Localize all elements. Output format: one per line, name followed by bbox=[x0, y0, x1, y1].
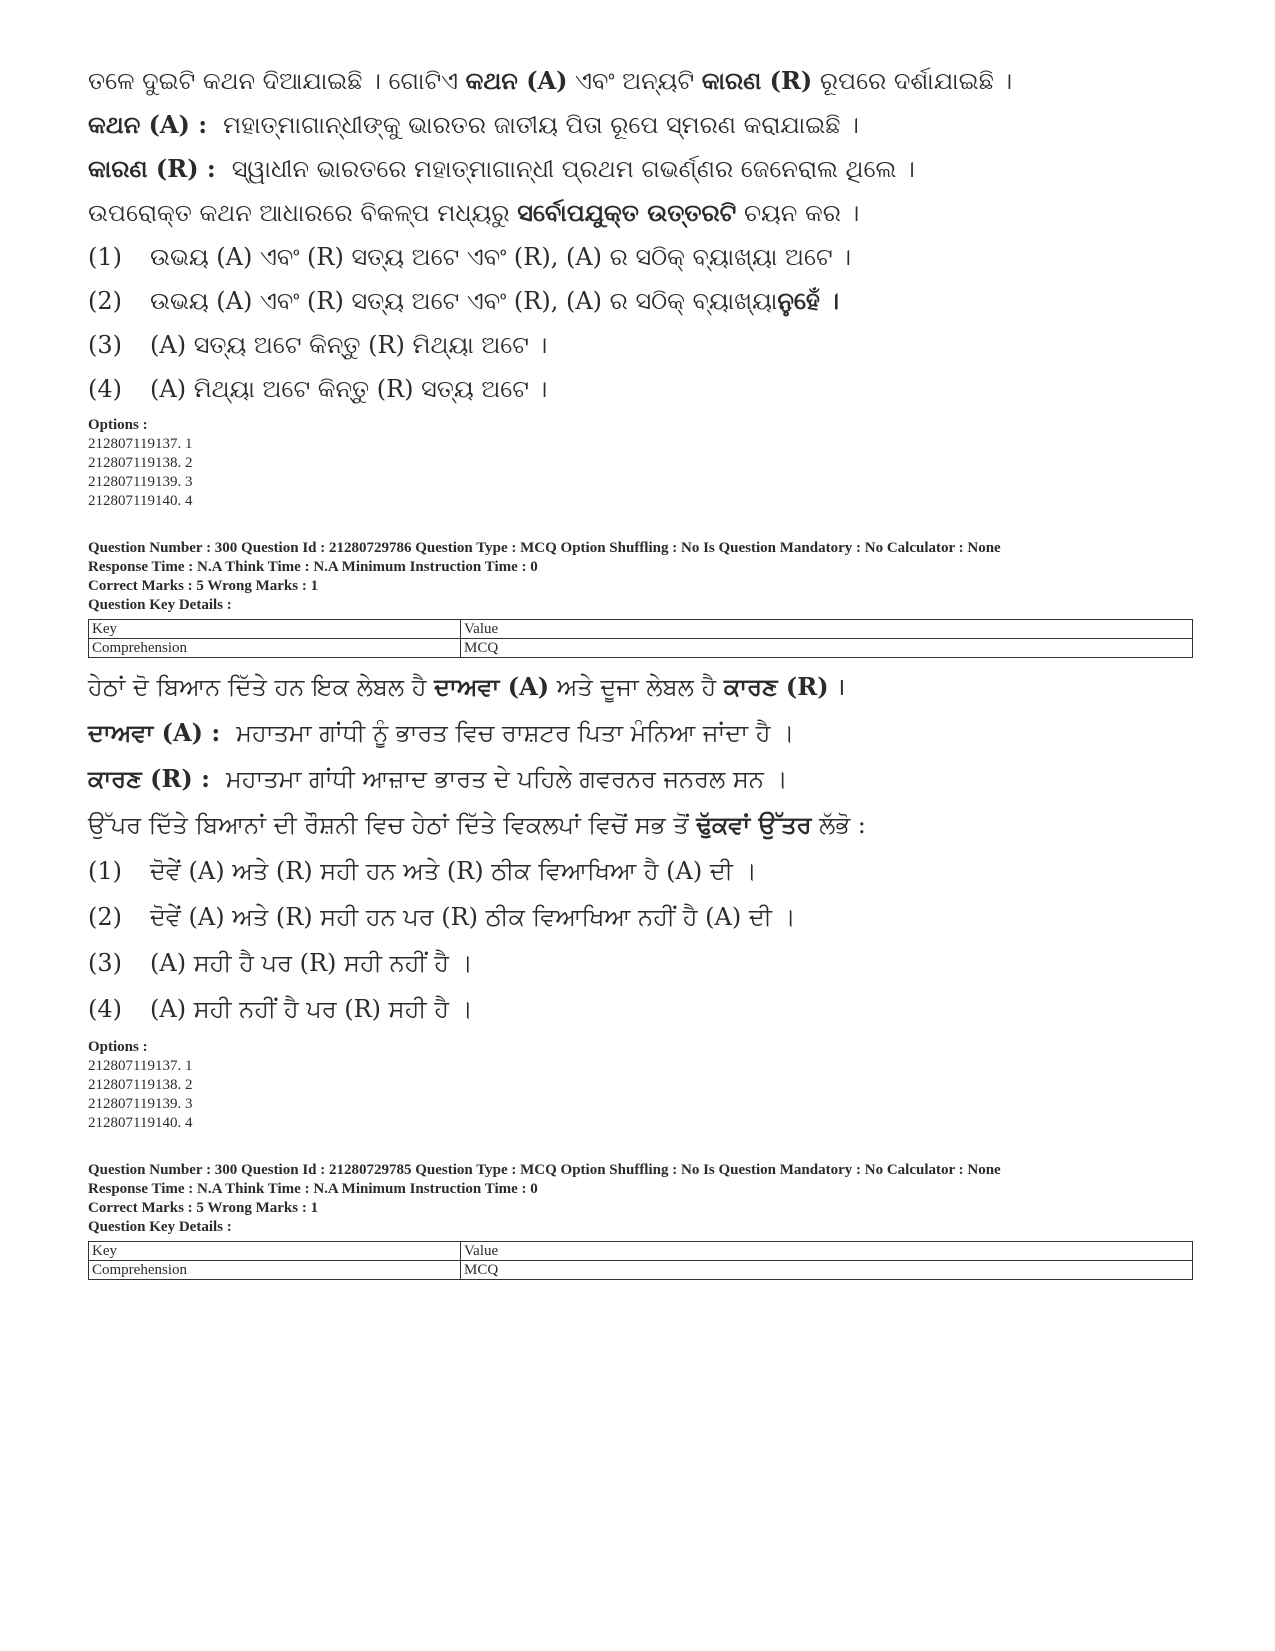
answer-option-3 bbox=[88, 328, 1193, 362]
question-punjabi bbox=[88, 670, 1193, 1026]
options-label: Options : bbox=[88, 417, 148, 433]
assertion-line bbox=[88, 108, 1193, 142]
intro-assertion-term: କଥନ (A) bbox=[465, 66, 568, 95]
option-emphasis: ନୁହେଁ । bbox=[777, 286, 840, 315]
option-text: (A) ਸਹੀ ਹੈ ਪਰ (R) ਸਹੀ ਨਹੀਂ ਹੈ । bbox=[150, 949, 473, 977]
option-text: ਦੋਵੇਂ (A) ਅਤੇ (R) ਸਹੀ ਹਨ ਅਤੇ (R) ਠੀਕ ਵਿਆਖਿਆ ਹੈ (A) ਦੀ । bbox=[150, 857, 757, 885]
option-number: (4) bbox=[88, 995, 122, 1023]
instruction-emphasis: ସର୍ବୋପଯୁକ୍ତ ଉତ୍ତରଟି bbox=[517, 198, 737, 227]
option-id: 212807119138. 2 bbox=[88, 455, 193, 471]
question-meta-line: Response Time : N.A Think Time : N.A Minimum Instruction Time : 0 bbox=[88, 1181, 538, 1197]
option-id: 212807119139. 3 bbox=[88, 1096, 193, 1112]
instruction-text: ଉପରୋକ୍ତ କଥନ ଆଧାରରେ ବିକଳ୍ପ ମଧ୍ୟରୁ bbox=[88, 199, 518, 227]
option-id: 212807119140. 4 bbox=[88, 493, 193, 509]
table-row bbox=[89, 620, 1193, 639]
table-cell-value: MCQ bbox=[461, 639, 1193, 658]
option-number: (4) bbox=[88, 375, 122, 403]
intro-text: ਅਤੇ ਦੂਜਾ ਲੇਬਲ ਹੈ bbox=[549, 673, 724, 701]
answer-option-4 bbox=[88, 372, 1193, 406]
reason-text: ਮਹਾਤਮਾ ਗਾਂਧੀ ਆਜ਼ਾਦ ਭਾਰਤ ਦੇ ਪਹਿਲੇ ਗਵਰਨਰ ਜਨਰਲ ਸਨ । bbox=[225, 765, 788, 793]
table-header-value: Value bbox=[461, 1242, 1193, 1261]
option-number: (2) bbox=[88, 287, 122, 315]
answer-option-1 bbox=[88, 240, 1193, 274]
assertion-line bbox=[88, 716, 1193, 750]
instruction-emphasis: ਢੁੱਕਵਾਂ ਉੱਤਰ bbox=[696, 810, 812, 839]
intro-text: ତଳେ ଦୁଇଟି କଥନ ଦିଆଯାଇଛି । ଗୋଟିଏ bbox=[88, 67, 466, 95]
assertion-label: କଥନ (A) : bbox=[88, 110, 208, 139]
assertion-label: ਦਾਅਵਾ (A) : bbox=[88, 718, 221, 747]
intro-reason-term: ਕਾਰਣ (R) bbox=[723, 672, 829, 701]
option-ids-block bbox=[88, 416, 1193, 511]
reason-line bbox=[88, 152, 1193, 186]
option-text: (A) ମିଥ୍ୟା ଅଟେ କିନ୍ତୁ (R) ସତ୍ୟ ଅଟେ । bbox=[150, 375, 548, 403]
key-details-table bbox=[88, 1241, 1193, 1280]
key-details-label: Question Key Details : bbox=[88, 597, 232, 613]
key-details-label: Question Key Details : bbox=[88, 1219, 232, 1235]
question-metadata bbox=[88, 539, 1193, 658]
option-id: 212807119140. 4 bbox=[88, 1115, 193, 1131]
option-ids-block bbox=[88, 1038, 1193, 1133]
key-details-table bbox=[88, 619, 1193, 658]
option-text: ଉଭୟ (A) ଏବଂ (R) ସତ୍ୟ ଅଟେ ଏବଂ (R), (A) ର ସଠିକ୍ ବ୍ୟାଖ୍ୟା ଅଟେ । bbox=[150, 243, 852, 271]
instruction-line bbox=[88, 808, 1193, 842]
option-id: 212807119138. 2 bbox=[88, 1077, 193, 1093]
instruction-text: ଚୟନ କର । bbox=[736, 199, 860, 227]
intro-text: । bbox=[828, 673, 846, 701]
option-id: 212807119137. 1 bbox=[88, 1058, 193, 1074]
table-row bbox=[89, 1242, 1193, 1261]
table-header-key: Key bbox=[89, 620, 461, 639]
table-cell-value: MCQ bbox=[461, 1261, 1193, 1280]
table-row bbox=[89, 639, 1193, 658]
reason-label: କାରଣ (R) : bbox=[88, 154, 216, 183]
table-header-value: Value bbox=[461, 620, 1193, 639]
instruction-line bbox=[88, 196, 1193, 230]
assertion-text: ਮਹਾਤਮਾ ਗਾਂਧੀ ਨੂੰ ਭਾਰਤ ਵਿਚ ਰਾਸ਼ਟਰ ਪਿਤਾ ਮੰਨਿਆ ਜਾਂਦਾ ਹੈ । bbox=[236, 719, 795, 747]
intro-assertion-term: ਦਾਅਵਾ (A) bbox=[434, 672, 550, 701]
assertion-text: ମହାତ୍ମାଗାନ୍ଧୀଙ୍କୁ ଭାରତର ଜାତୀୟ ପିତା ରୂପେ ସ୍ମରଣ କରାଯାଇଛି । bbox=[223, 111, 859, 139]
answer-option-2 bbox=[88, 284, 1193, 318]
intro-text: ଏବଂ ଅନ୍ୟଟି bbox=[567, 67, 702, 95]
option-id: 212807119137. 1 bbox=[88, 436, 193, 452]
option-number: (1) bbox=[88, 857, 122, 885]
question-intro bbox=[88, 64, 1193, 98]
answer-option-3 bbox=[88, 946, 1193, 980]
marks-line: Correct Marks : 5 Wrong Marks : 1 bbox=[88, 578, 319, 594]
reason-text: ସ୍ୱାଧୀନ ଭାରତରେ ମହାତ୍ମାଗାନ୍ଧୀ ପ୍ରଥମ ଗଭର୍ଣ୍ଣର ଜେନେରାଲ ଥିଲେ । bbox=[231, 155, 915, 183]
question-meta-line: Question Number : 300 Question Id : 21280729786 Question Type : MCQ Option Shuffling : No Is Question Mandatory : No Calculator : None bbox=[88, 540, 1001, 556]
instruction-text: ਉੱਪਰ ਦਿੱਤੇ ਬਿਆਨਾਂ ਦੀ ਰੌਸ਼ਨੀ ਵਿਚ ਹੇਠਾਂ ਦਿੱਤੇ ਵਿਕਲਪਾਂ ਵਿਚੋਂ ਸਭ ਤੋਂ bbox=[88, 811, 697, 839]
question-meta-line: Question Number : 300 Question Id : 21280729785 Question Type : MCQ Option Shuffling : No Is Question Mandatory : No Calculator : None bbox=[88, 1162, 1001, 1178]
table-cell-key: Comprehension bbox=[89, 1261, 461, 1280]
table-header-key: Key bbox=[89, 1242, 461, 1261]
answer-option-2 bbox=[88, 900, 1193, 934]
question-odia bbox=[88, 64, 1193, 406]
marks-line: Correct Marks : 5 Wrong Marks : 1 bbox=[88, 1200, 319, 1216]
question-intro bbox=[88, 670, 1193, 704]
intro-text: ରୂପରେ ଦର୍ଶାଯାଇଛି । bbox=[812, 67, 1013, 95]
option-number: (3) bbox=[88, 331, 122, 359]
intro-reason-term: କାରଣ (R) bbox=[701, 66, 813, 95]
option-number: (2) bbox=[88, 903, 122, 931]
option-text: ଉଭୟ (A) ଏବଂ (R) ସତ୍ୟ ଅଟେ ଏବଂ (R), (A) ର ସଠିକ୍ ବ୍ୟାଖ୍ୟା bbox=[150, 287, 778, 315]
option-text: (A) ସତ୍ୟ ଅଟେ କିନ୍ତୁ (R) ମିଥ୍ୟା ଅଟେ । bbox=[150, 331, 548, 359]
option-number: (3) bbox=[88, 949, 122, 977]
option-id: 212807119139. 3 bbox=[88, 474, 193, 490]
intro-text: ਹੇਠਾਂ ਦੋ ਬਿਆਨ ਦਿੱਤੇ ਹਨ ਇਕ ਲੇਬਲ ਹੈ bbox=[88, 673, 435, 701]
answer-option-4 bbox=[88, 992, 1193, 1026]
option-number: (1) bbox=[88, 243, 122, 271]
option-text: (A) ਸਹੀ ਨਹੀਂ ਹੈ ਪਰ (R) ਸਹੀ ਹੈ । bbox=[150, 995, 473, 1023]
instruction-text: ਲੱਭੋ : bbox=[811, 811, 866, 839]
document-page bbox=[88, 64, 1193, 1280]
table-cell-key: Comprehension bbox=[89, 639, 461, 658]
table-row bbox=[89, 1261, 1193, 1280]
question-metadata bbox=[88, 1161, 1193, 1280]
answer-option-1 bbox=[88, 854, 1193, 888]
question-meta-line: Response Time : N.A Think Time : N.A Minimum Instruction Time : 0 bbox=[88, 559, 538, 575]
reason-label: ਕਾਰਣ (R) : bbox=[88, 764, 210, 793]
option-text: ਦੋਵੇਂ (A) ਅਤੇ (R) ਸਹੀ ਹਨ ਪਰ (R) ਠੀਕ ਵਿਆਖਿਆ ਨਹੀਂ ਹੈ (A) ਦੀ । bbox=[150, 903, 796, 931]
options-label: Options : bbox=[88, 1039, 148, 1055]
reason-line bbox=[88, 762, 1193, 796]
